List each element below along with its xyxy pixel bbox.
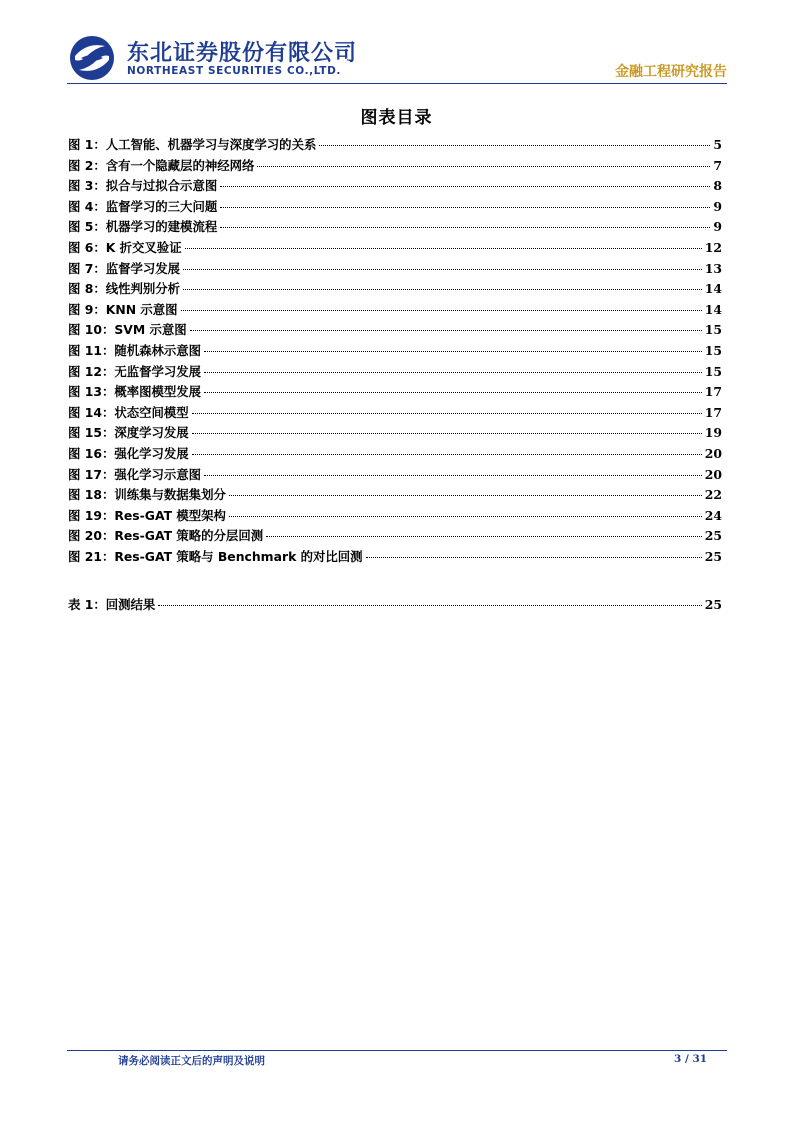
toc-entry-table-1[interactable]	[68, 595, 722, 616]
toc-entry-figure-7[interactable]	[68, 259, 722, 280]
toc-label: 图 19：Res-GAT 模型架构	[68, 507, 226, 523]
dot-leader	[257, 166, 710, 167]
toc-label: 图 7：监督学习发展	[68, 260, 181, 276]
toc-label: 图 21：Res-GAT 策略与 Benchmark 的对比回测	[68, 548, 363, 564]
toc-entry-figure-9[interactable]	[68, 300, 722, 321]
toc-label: 图 10：SVM 示意图	[68, 322, 187, 338]
toc-entry-figure-17[interactable]	[68, 465, 722, 486]
dot-leader	[183, 269, 702, 270]
toc-page-number: 25	[704, 548, 722, 564]
toc-page-number: 17	[704, 384, 722, 400]
toc-page-number: 9	[713, 198, 722, 214]
toc-page-number: 20	[704, 445, 722, 461]
toc-entry-figure-1[interactable]	[68, 135, 722, 156]
toc-label: 图 1：人工智能、机器学习与深度学习的关系	[68, 137, 317, 152]
dot-leader	[319, 145, 710, 146]
company-name-en: NORTHEAST SECURITIES CO.,LTD.	[127, 65, 341, 77]
toc-page-number: 14	[704, 301, 722, 317]
dot-leader	[204, 392, 702, 393]
toc-page-number: 14	[704, 281, 722, 297]
toc-page-number: 15	[704, 322, 722, 338]
toc-entry-figure-11[interactable]	[68, 341, 722, 362]
dot-leader	[204, 372, 702, 373]
toc-page-number: 19	[704, 425, 722, 441]
toc-page-number: 8	[713, 178, 722, 194]
toc-entry-figure-16[interactable]	[68, 444, 722, 465]
toc-entry-figure-12[interactable]	[68, 362, 722, 383]
toc-label: 图 11：随机森林示意图	[68, 342, 202, 358]
report-type: 金融工程研究报告	[615, 64, 727, 80]
dot-leader	[229, 495, 702, 496]
toc-label: 图 17：强化学习示意图	[68, 466, 202, 482]
toc-label: 图 4：监督学习的三大问题	[68, 198, 218, 214]
toc-entry-figure-8[interactable]	[68, 279, 722, 300]
toc-entry-figure-21[interactable]	[68, 547, 722, 568]
dot-leader	[366, 557, 702, 558]
toc-label: 图 9：KNN 示意图	[68, 301, 178, 317]
dot-leader	[192, 433, 702, 434]
footer-notice: 请务必阅读正文后的声明及说明	[118, 1055, 265, 1067]
dot-leader	[192, 454, 702, 455]
toc-entry-figure-15[interactable]	[68, 423, 722, 444]
figure-list	[68, 135, 722, 567]
toc-page-number: 9	[713, 219, 722, 235]
dot-leader	[220, 207, 710, 208]
toc-label: 图 3：拟合与过拟合示意图	[68, 178, 218, 194]
toc-page-number: 25	[704, 597, 722, 612]
dot-leader	[192, 413, 702, 414]
page-indicator: 3 / 31	[674, 1053, 708, 1065]
toc-label: 图 5：机器学习的建模流程	[68, 219, 218, 235]
dot-leader	[229, 516, 702, 517]
dot-leader	[204, 475, 702, 476]
toc-page-number: 13	[704, 260, 722, 276]
toc-label: 图 13：概率图模型发展	[68, 384, 202, 400]
toc-entry-figure-4[interactable]	[68, 197, 722, 218]
toc-entry-figure-13[interactable]	[68, 382, 722, 403]
toc-page-number: 15	[704, 342, 722, 358]
toc-label: 图 6：K 折交叉验证	[68, 239, 182, 255]
toc-entry-figure-20[interactable]	[68, 526, 722, 547]
toc-label: 图 8：线性判别分析	[68, 281, 181, 297]
northeast-securities-logo-icon	[67, 34, 121, 82]
toc-entry-figure-10[interactable]	[68, 320, 722, 341]
toc-page-number: 12	[704, 239, 722, 255]
dot-leader	[181, 310, 702, 311]
toc-page-number: 17	[704, 404, 722, 420]
toc-entry-figure-5[interactable]	[68, 217, 722, 238]
dot-leader	[158, 605, 701, 606]
dot-leader	[220, 227, 710, 228]
dot-leader	[220, 186, 710, 187]
toc-label: 图 12：无监督学习发展	[68, 363, 202, 379]
toc-label: 图 15：深度学习发展	[68, 425, 189, 441]
toc-label: 图 18：训练集与数据集划分	[68, 487, 226, 503]
toc-label: 图 14：状态空间模型	[68, 404, 189, 420]
toc-label: 图 2：含有一个隐藏层的神经网络	[68, 157, 255, 173]
dot-leader	[266, 536, 702, 537]
toc-entry-figure-14[interactable]	[68, 403, 722, 424]
toc-page-number: 24	[704, 507, 722, 523]
header-divider	[67, 83, 727, 84]
toc-page-number: 7	[713, 157, 722, 173]
dot-leader	[183, 289, 702, 290]
page-header	[67, 34, 727, 82]
toc-label: 图 16：强化学习发展	[68, 445, 189, 461]
toc-label: 表 1：回测结果	[68, 597, 156, 612]
toc-entry-figure-18[interactable]	[68, 485, 722, 506]
footer-divider	[67, 1050, 727, 1051]
toc-entry-figure-19[interactable]	[68, 506, 722, 527]
toc-title: 图表目录	[360, 108, 433, 128]
toc-page-number: 22	[704, 487, 722, 503]
toc-page-number: 5	[713, 137, 722, 152]
company-name-cn: 东北证券股份有限公司	[127, 41, 358, 66]
toc-entry-figure-2[interactable]	[68, 156, 722, 177]
dot-leader	[204, 351, 702, 352]
table-list	[68, 595, 722, 616]
toc-page-number: 20	[704, 466, 722, 482]
dot-leader	[185, 248, 702, 249]
toc-page-number: 25	[704, 528, 722, 544]
toc-entry-figure-3[interactable]	[68, 176, 722, 197]
toc-page-number: 15	[704, 363, 722, 379]
toc-label: 图 20：Res-GAT 策略的分层回测	[68, 528, 264, 544]
dot-leader	[190, 330, 702, 331]
toc-entry-figure-6[interactable]	[68, 238, 722, 259]
